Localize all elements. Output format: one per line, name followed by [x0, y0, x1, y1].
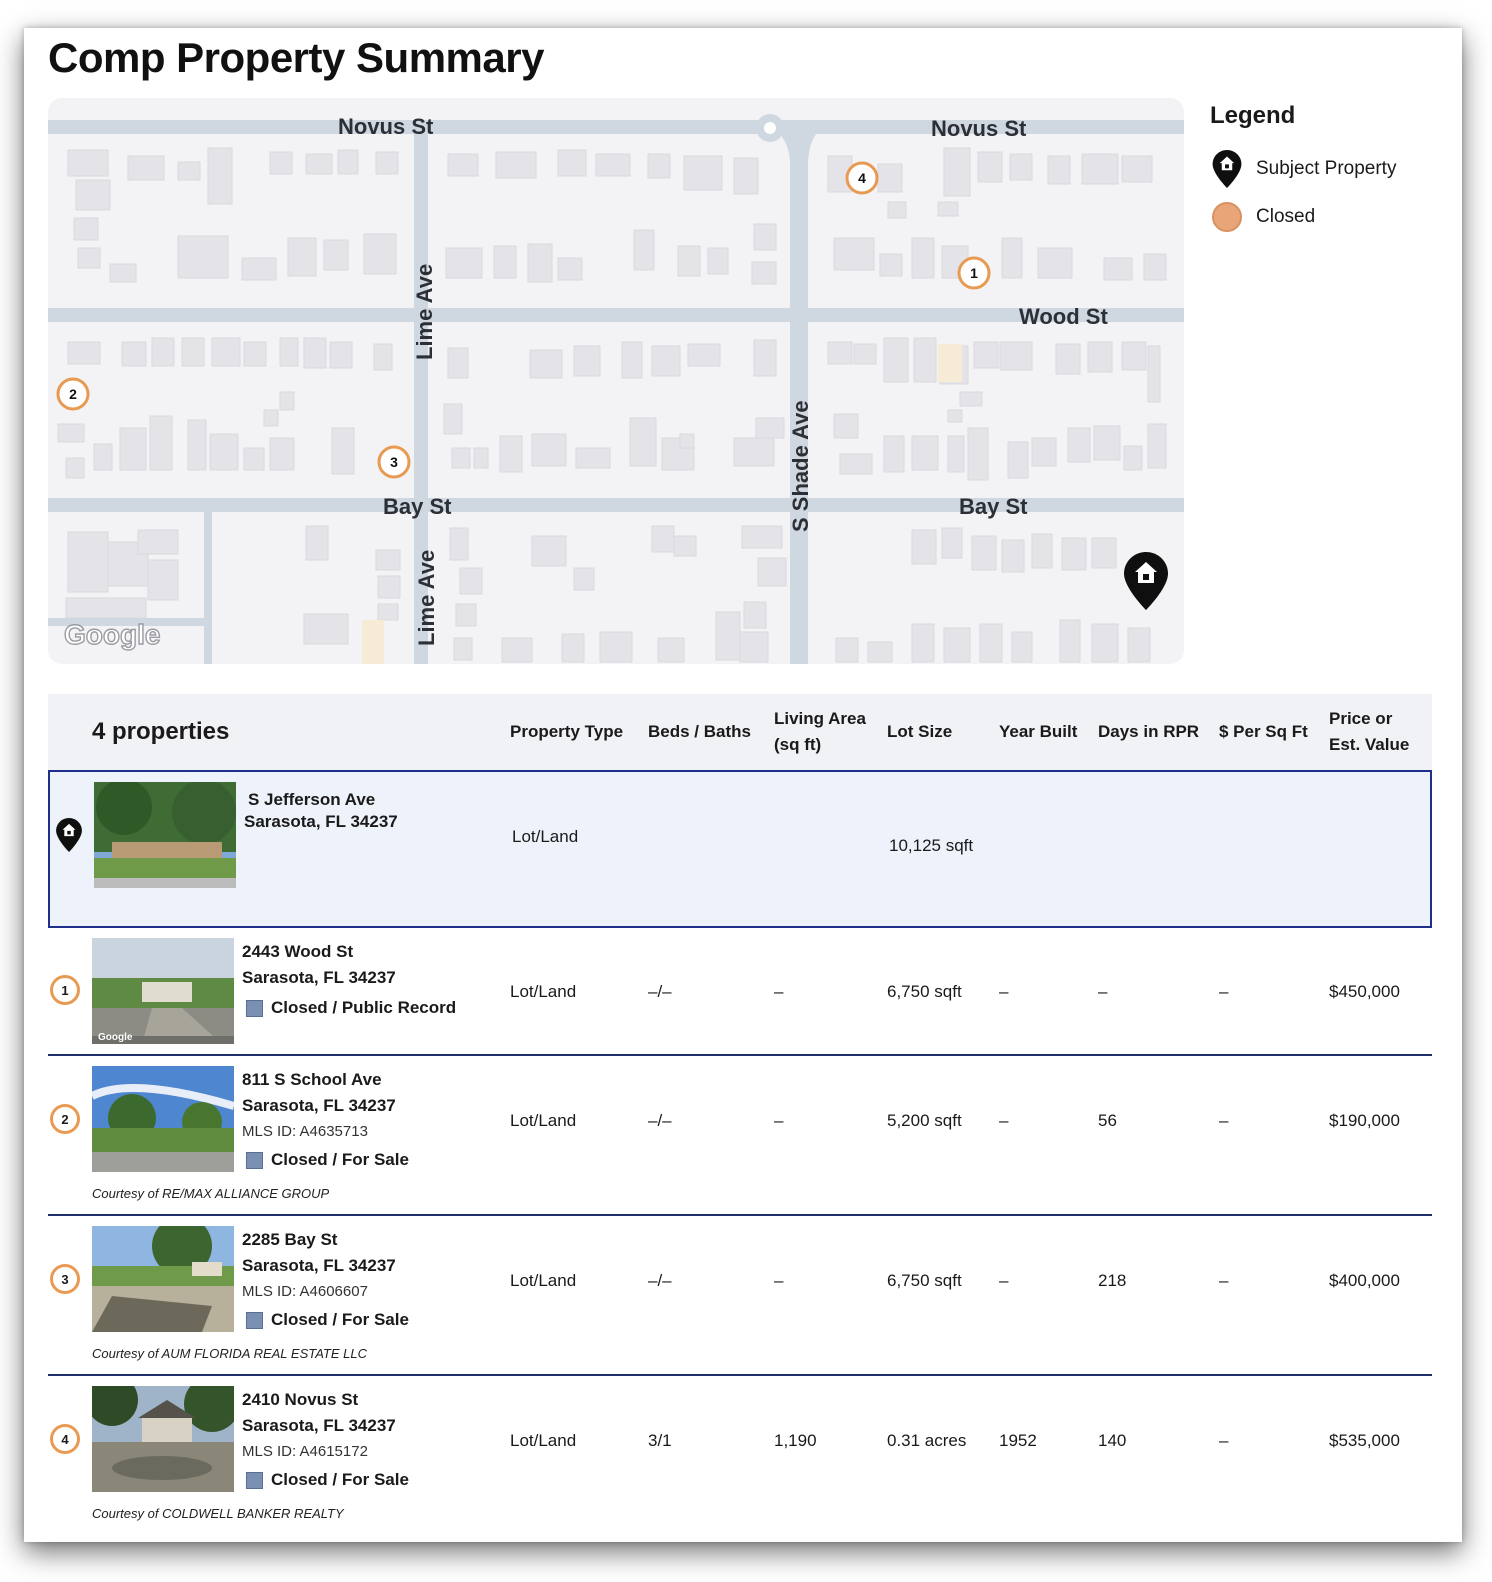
subject-address-line2: Sarasota, FL 34237: [244, 812, 398, 831]
street-label-shade: S Shade Ave: [788, 400, 813, 532]
legend-item-closed: [1210, 200, 1440, 234]
address-line1: 2443 Wood St: [242, 942, 354, 961]
listing-courtesy: Courtesy of AUM FLORIDA REAL ESTATE LLC: [92, 1346, 368, 1361]
header-per-sqft[interactable]: $ Per Sq Ft: [1219, 722, 1308, 741]
listing-courtesy: Courtesy of RE/MAX ALLIANCE GROUP: [92, 1186, 330, 1201]
comp-marker-badge: 3: [50, 1264, 80, 1294]
property-photo[interactable]: [92, 938, 234, 1044]
legend-label-subject: Subject Property: [1256, 158, 1397, 179]
cell-year-built: –: [999, 982, 1009, 1001]
subject-row[interactable]: [48, 770, 1432, 928]
street-label-lime-top: Lime Ave: [412, 263, 437, 360]
address-line2: Sarasota, FL 34237: [242, 1256, 396, 1275]
table-row[interactable]: [48, 1056, 1432, 1216]
map-marker-3[interactable]: [379, 447, 409, 477]
cell-days-in-rpr: 56: [1098, 1111, 1117, 1130]
header-living-area[interactable]: Living Area (sq ft): [774, 709, 866, 754]
status-badge: Closed / For Sale: [246, 1150, 409, 1170]
subject-address-line1: S Jefferson Ave: [248, 790, 376, 809]
house-pin-icon: [56, 818, 82, 857]
svg-text:2: 2: [69, 386, 77, 402]
header-year-built[interactable]: Year Built: [999, 722, 1078, 741]
map-legend: [1210, 98, 1440, 234]
status-square-icon: [246, 1472, 263, 1489]
comps-table: [48, 694, 1432, 1534]
house-pin-icon: [1210, 152, 1244, 186]
header-days-in-rpr[interactable]: Days in RPR: [1098, 722, 1200, 741]
svg-text:4: 4: [858, 170, 866, 186]
address-line1: 2285 Bay St: [242, 1230, 338, 1249]
cell-property-type: Lot/Land: [510, 1271, 577, 1290]
comps-map[interactable]: [48, 98, 1184, 664]
comp-marker-badge: 2: [50, 1104, 80, 1134]
cell-price: $400,000: [1329, 1271, 1400, 1290]
cell-living-area: –: [774, 982, 784, 1001]
status-square-icon: [246, 1152, 263, 1169]
cell-price: $535,000: [1329, 1431, 1400, 1450]
property-photo[interactable]: [92, 1066, 234, 1172]
table-row[interactable]: [48, 1376, 1432, 1534]
cell-lot-size: 0.31 acres: [887, 1431, 967, 1450]
street-label-bay-left: Bay St: [383, 494, 452, 519]
property-photo[interactable]: [94, 782, 236, 888]
map-marker-1[interactable]: [959, 258, 989, 288]
address-line2: Sarasota, FL 34237: [242, 1416, 396, 1435]
table-row[interactable]: [48, 1216, 1432, 1376]
cell-lot-size: 6,750 sqft: [887, 982, 962, 1001]
mls-id: MLS ID: A4606607: [242, 1283, 368, 1300]
header-property-type[interactable]: Property Type: [510, 722, 624, 741]
page-title: Comp Property Summary: [48, 34, 544, 81]
cell-per-sqft: –: [1219, 1271, 1229, 1290]
cell-per-sqft: –: [1219, 1431, 1229, 1450]
status-badge: Closed / Public Record: [246, 998, 456, 1018]
cell-days-in-rpr: 218: [1098, 1271, 1127, 1290]
table-header: [48, 694, 1432, 770]
cell-lot-size: 6,750 sqft: [887, 1271, 962, 1290]
street-label-lime-bottom: Lime Ave: [414, 549, 439, 646]
cell-lot-size: 5,200 sqft: [887, 1111, 962, 1130]
cell-beds-baths: –/–: [648, 1111, 672, 1130]
address-line1: 811 S School Ave: [242, 1070, 382, 1089]
comp-marker-badge: 1: [50, 975, 80, 1005]
legend-title: Legend: [1210, 102, 1296, 129]
cell-price: $190,000: [1329, 1111, 1400, 1130]
cell-year-built: –: [999, 1111, 1009, 1130]
listing-courtesy: Courtesy of COLDWELL BANKER REALTY: [92, 1506, 344, 1521]
svg-text:1: 1: [970, 265, 978, 281]
property-photo[interactable]: [92, 1386, 234, 1492]
street-label-novus-right: Novus St: [931, 116, 1027, 141]
address-line1: 2410 Novus St: [242, 1390, 359, 1409]
subject-lot-size: 10,125 sqft: [889, 836, 974, 855]
mls-id: MLS ID: A4635713: [242, 1123, 368, 1140]
comp-marker-badge: 4: [50, 1424, 80, 1454]
cell-per-sqft: –: [1219, 1111, 1229, 1130]
cell-year-built: 1952: [999, 1431, 1037, 1450]
header-price[interactable]: Price or Est. Value: [1329, 709, 1410, 754]
legend-item-subject: [1210, 152, 1440, 186]
status-badge: Closed / For Sale: [246, 1470, 409, 1490]
address-line2: Sarasota, FL 34237: [242, 968, 396, 987]
cell-living-area: –: [774, 1111, 784, 1130]
cell-property-type: Lot/Land: [510, 1431, 577, 1450]
cell-property-type: Lot/Land: [510, 1111, 577, 1130]
status-badge: Closed / For Sale: [246, 1310, 409, 1330]
svg-text:3: 3: [390, 454, 398, 470]
cell-living-area: 1,190: [774, 1431, 817, 1450]
cell-year-built: –: [999, 1271, 1009, 1290]
cell-property-type: Lot/Land: [510, 982, 577, 1001]
street-label-bay-right: Bay St: [959, 494, 1028, 519]
photo-credit: Google: [98, 1032, 133, 1043]
property-count: 4 properties: [92, 718, 230, 745]
cell-beds-baths: 3/1: [648, 1431, 672, 1450]
cell-per-sqft: –: [1219, 982, 1229, 1001]
street-label-novus-left: Novus St: [338, 114, 434, 139]
table-row[interactable]: [48, 928, 1432, 1056]
map-attribution: Google: [64, 619, 161, 650]
subject-property-type: Lot/Land: [512, 827, 579, 846]
cell-price: $450,000: [1329, 982, 1400, 1001]
cell-beds-baths: –/–: [648, 982, 672, 1001]
status-square-icon: [246, 1312, 263, 1329]
cell-days-in-rpr: 140: [1098, 1431, 1127, 1450]
cell-days-in-rpr: –: [1098, 982, 1108, 1001]
cell-beds-baths: –/–: [648, 1271, 672, 1290]
closed-dot-icon: [1210, 200, 1244, 234]
map-marker-2[interactable]: [58, 379, 88, 409]
status-square-icon: [246, 1000, 263, 1017]
header-lot-size[interactable]: Lot Size: [887, 722, 953, 741]
mls-id: MLS ID: A4615172: [242, 1443, 368, 1460]
property-photo[interactable]: [92, 1226, 234, 1332]
address-line2: Sarasota, FL 34237: [242, 1096, 396, 1115]
header-beds-baths[interactable]: Beds / Baths: [648, 722, 751, 741]
cell-living-area: –: [774, 1271, 784, 1290]
street-label-wood: Wood St: [1019, 304, 1108, 329]
report-page: [24, 28, 1462, 1542]
legend-label-closed: Closed: [1256, 206, 1316, 227]
map-marker-4[interactable]: [847, 163, 877, 193]
